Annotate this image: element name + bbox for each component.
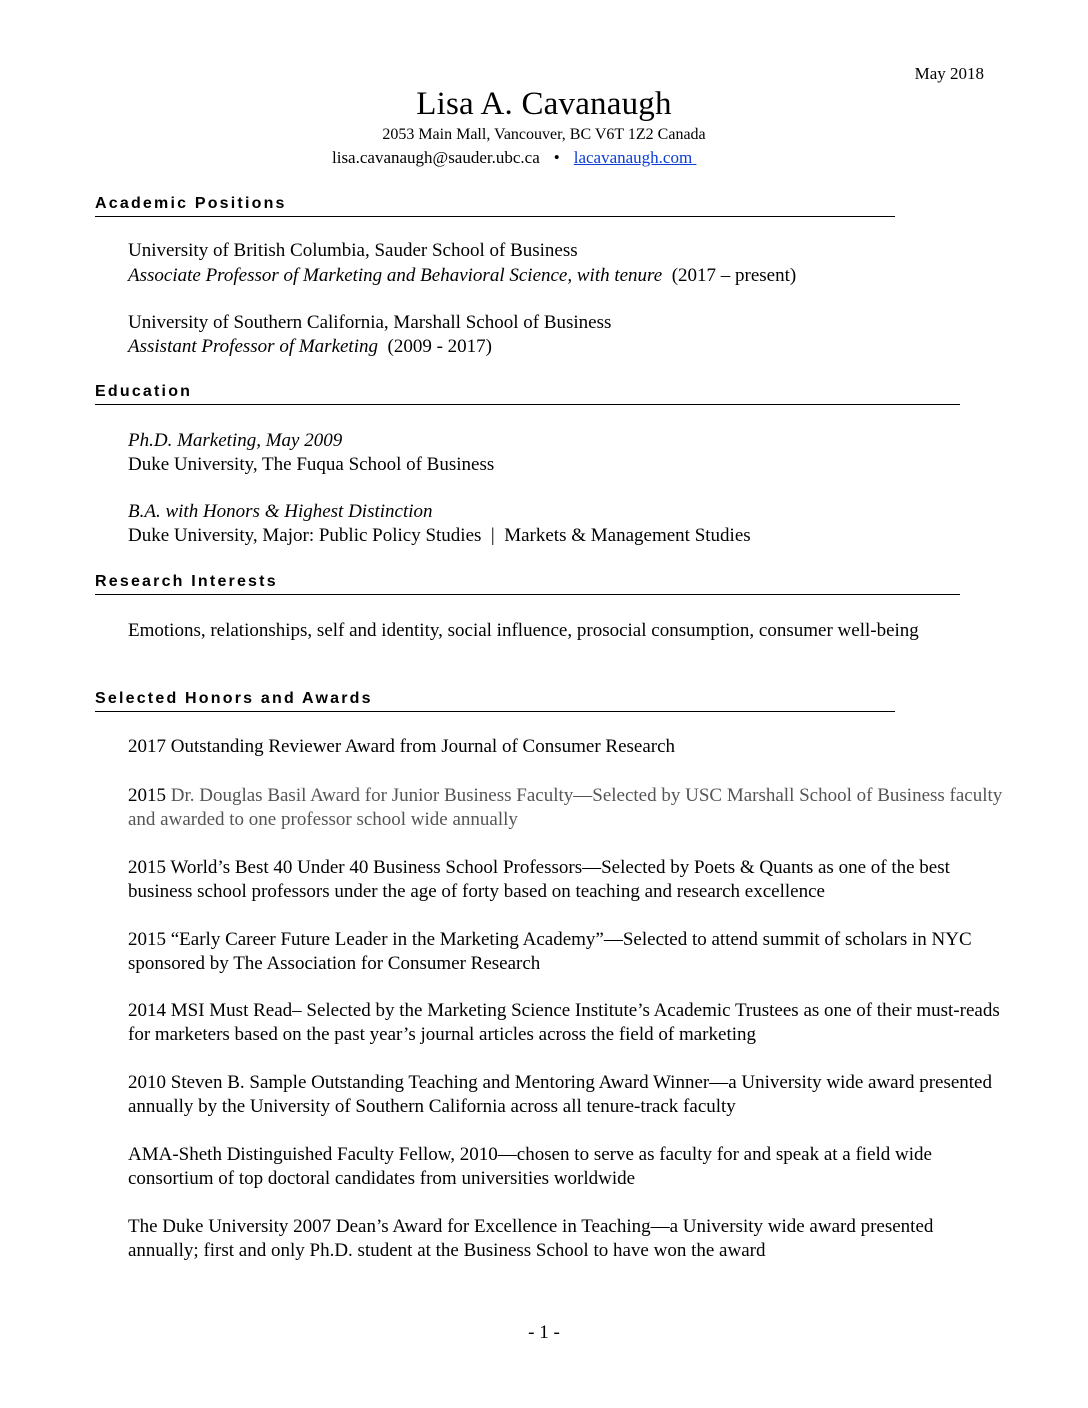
position-role: Associate Professor of Marketing and Behavioral Science, with tenure xyxy=(128,265,663,286)
education-degree: Ph.D. Marketing, May 2009 xyxy=(128,430,343,451)
author-address: 2053 Main Mall, Vancouver, BC V6T 1Z2 Canada xyxy=(382,126,706,143)
website-link[interactable]: lacavanaugh.com xyxy=(573,148,693,167)
document-date: May 2018 xyxy=(914,64,984,83)
honor-item: AMA-Sheth Distinguished Faculty Fellow, 2010—chosen to serve as faculty for and speak at a field wide consortium of top doctoral candidates from universities worldwide xyxy=(128,1144,932,1189)
honor-item: 2010 Steven B. Sample Outstanding Teaching and Mentoring Award Winner—a University wide award presented annually by the University of Southern California across all tenure-track faculty xyxy=(128,1072,992,1117)
bullet-separator: • xyxy=(553,148,560,167)
position-role-line xyxy=(128,264,796,288)
honor-item xyxy=(128,735,675,759)
position-years: (2009 - 2017) xyxy=(387,336,492,357)
honor-item: 2015 World’s Best 40 Under 40 Business School Professors—Selected by Poets & Quants as one of the best business school professors under the age of forty based on teaching and research excellence xyxy=(128,857,950,902)
honor-text: Outstanding Reviewer Award from Journal of Consumer Research xyxy=(170,736,676,757)
email-address: lisa.cavanaugh@sauder.ubc.ca xyxy=(332,148,540,167)
position-institution: University of British Columbia, Sauder School of Business xyxy=(128,240,578,261)
link-underline-tail xyxy=(692,148,706,168)
education-school: Duke University, The Fuqua School of Business xyxy=(128,454,495,475)
honor-text: Dr. Douglas Basil Award for Junior Business Faculty—Selected by USC Marshall School of Business faculty and awarded to one professor school wide annually xyxy=(128,785,1003,830)
position-role: Assistant Professor of Marketing xyxy=(128,336,378,357)
position-institution: University of Southern California, Marshall School of Business xyxy=(128,312,612,333)
page-number: - 1 - xyxy=(528,1322,560,1343)
section-heading-education: Education xyxy=(95,382,960,405)
research-interests-text: Emotions, relationships, self and identity, social influence, prosocial consumption, consumer well-being xyxy=(128,620,919,641)
contact-line xyxy=(332,148,706,168)
section-heading-honors: Selected Honors and Awards xyxy=(95,689,895,712)
section-heading-academic-positions: Academic Positions xyxy=(95,194,895,217)
honor-year: 2017 xyxy=(128,736,166,757)
honor-item xyxy=(128,784,1008,832)
position-years: (2017 – present) xyxy=(671,265,797,286)
education-degree: B.A. with Honors & Highest Distinction xyxy=(128,501,433,522)
section-heading-research-interests: Research Interests xyxy=(95,572,960,595)
honor-item: The Duke University 2007 Dean’s Award for Excellence in Teaching—a University wide award presented annually; first and only Ph.D. student at the Business School to have won the award xyxy=(128,1216,934,1261)
education-school: Duke University, Major: Public Policy Studies | Markets & Management Studies xyxy=(128,525,751,546)
position-role-line xyxy=(128,335,492,359)
honor-item: 2014 MSI Must Read– Selected by the Marketing Science Institute’s Academic Trustees as one of their must-reads for marketers based on the past year’s journal articles across the field of marketing xyxy=(128,1000,1000,1045)
honor-item: 2015 “Early Career Future Leader in the Marketing Academy”—Selected to attend summit of scholars in NYC sponsored by The Association for Consumer Research xyxy=(128,929,972,974)
honor-year: 2015 xyxy=(128,785,166,806)
author-name: Lisa A. Cavanaugh xyxy=(416,86,672,122)
